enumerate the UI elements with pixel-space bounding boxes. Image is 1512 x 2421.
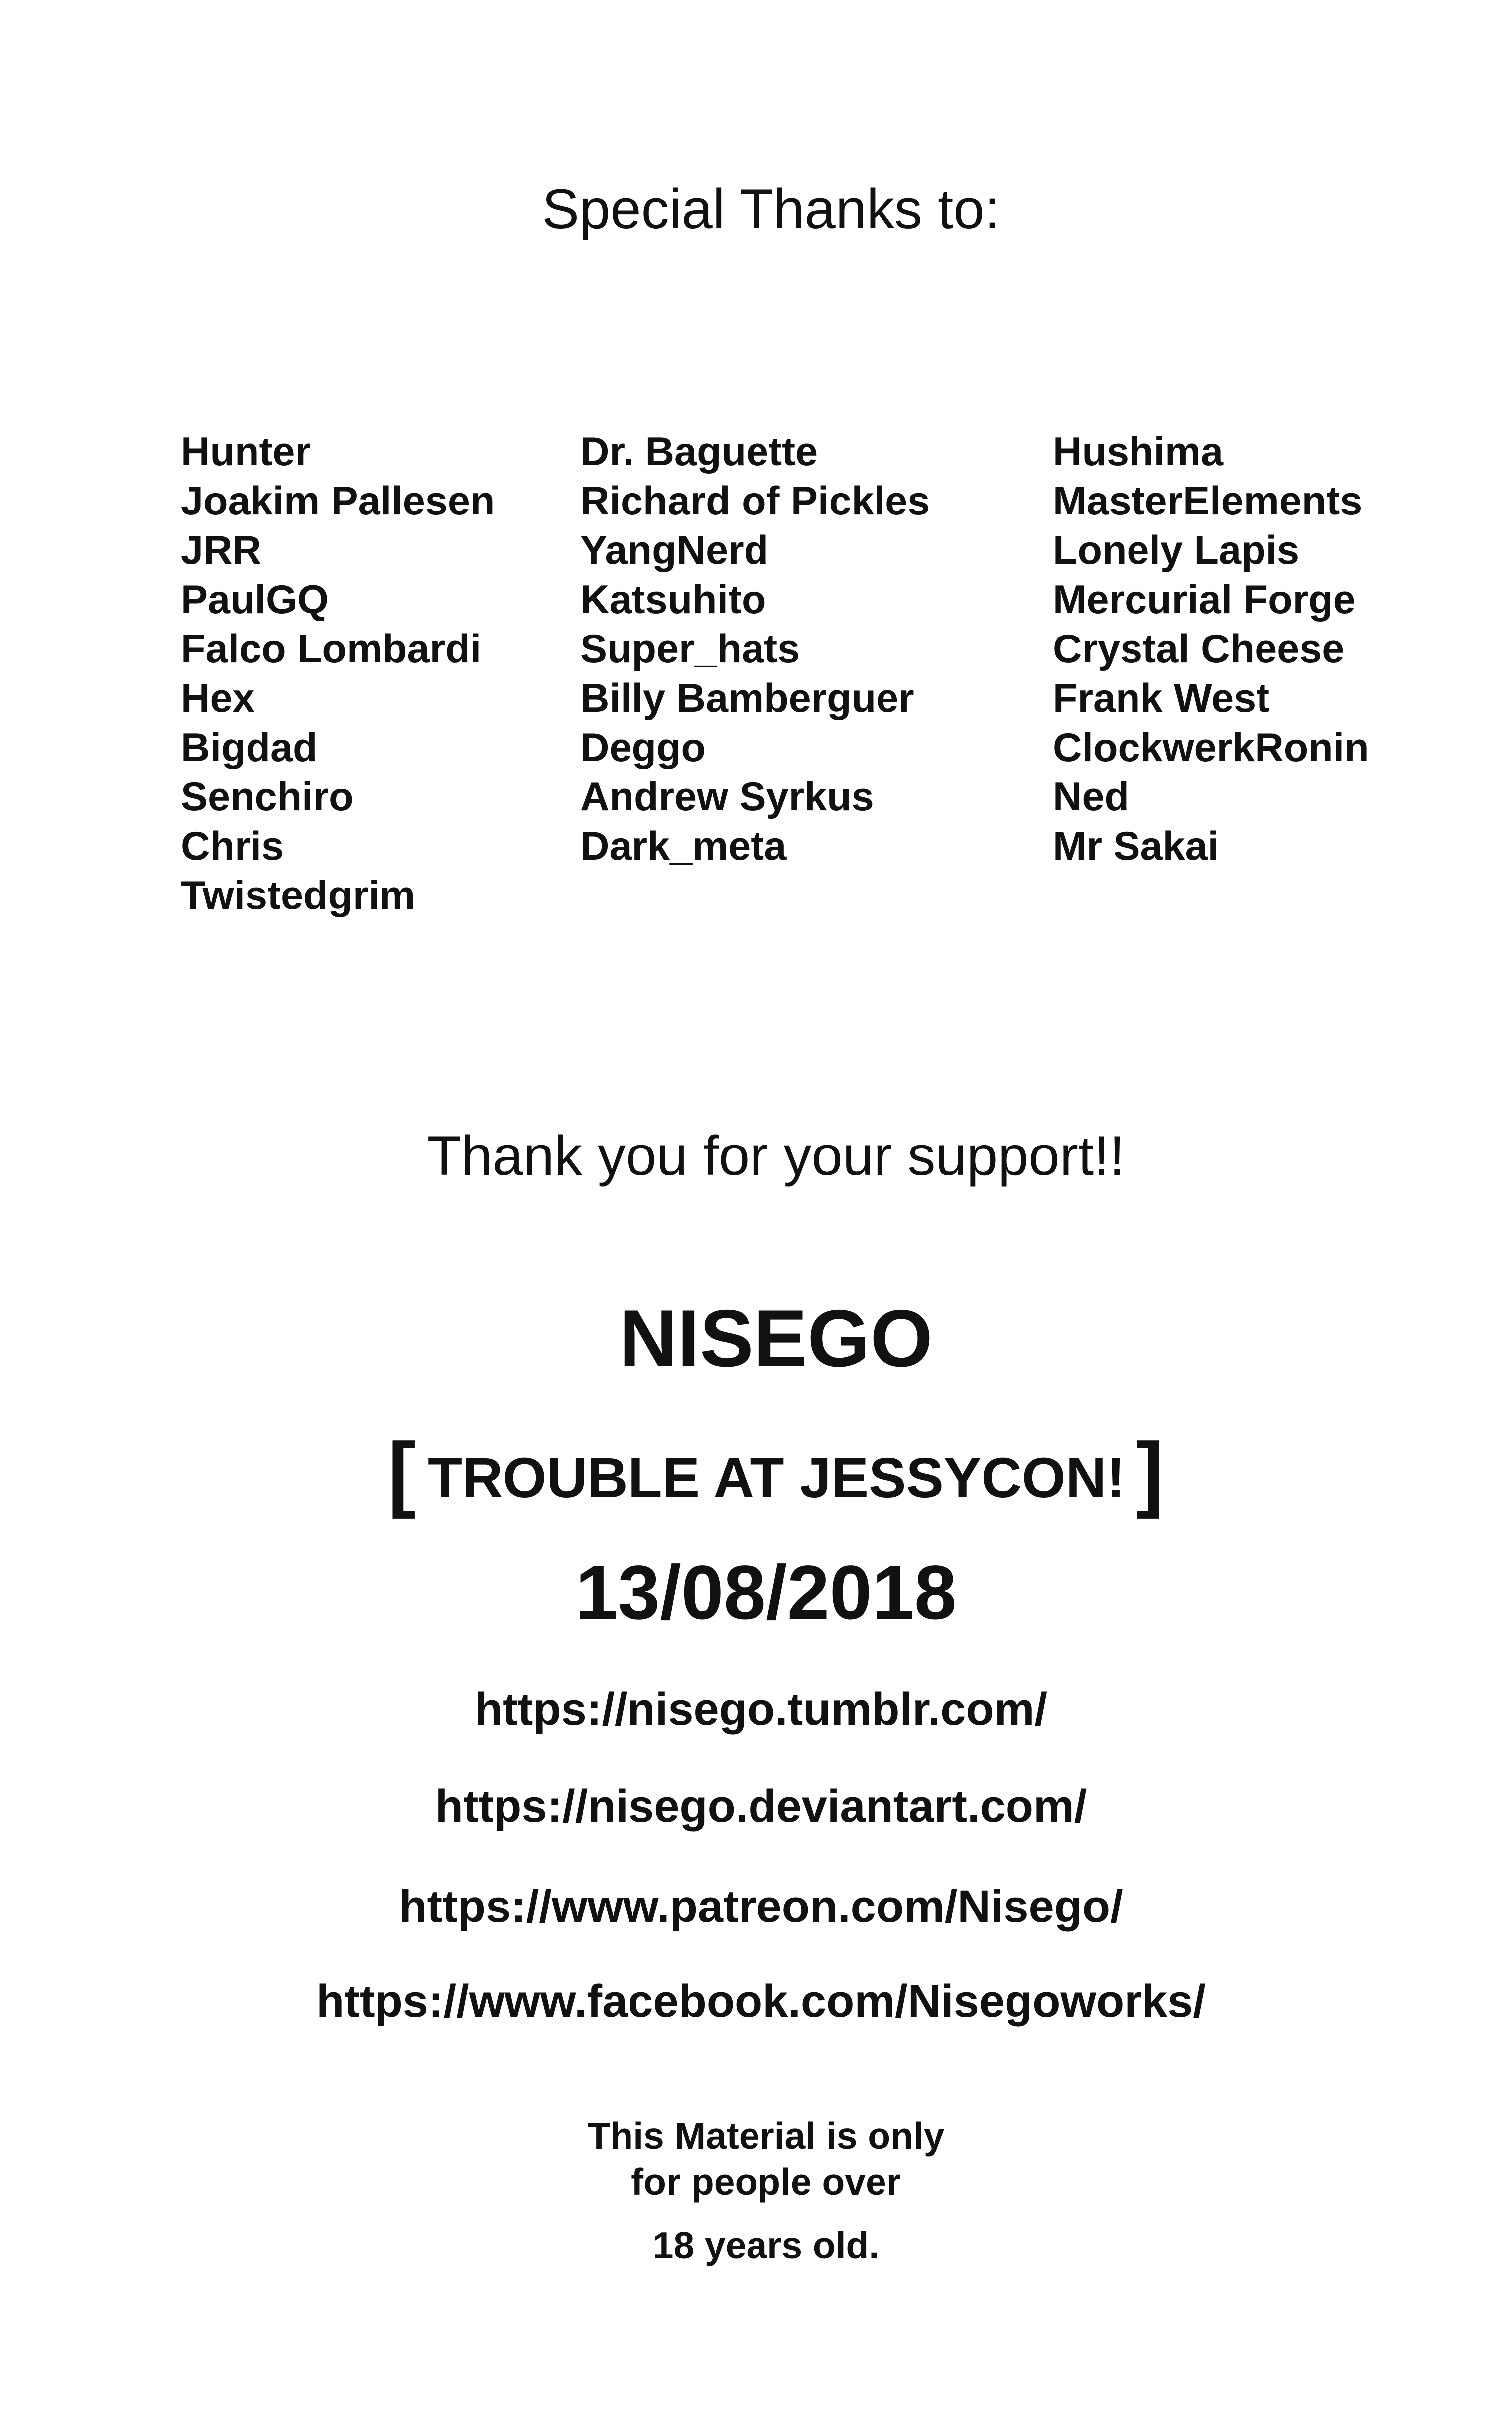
supporter-name: Hex [181, 676, 255, 721]
thanks-column-2 [580, 427, 930, 871]
supporter-name: Dr. Baguette [580, 429, 818, 474]
supporter-name: Katsuhito [580, 577, 766, 622]
comic-title-text: TROUBLE AT JESSYCON! [427, 1446, 1126, 1509]
age-notice-line: 18 years old. [652, 2224, 880, 2266]
support-message: Thank you for your support!! [427, 1125, 1125, 1187]
supporter-name: Deggo [580, 725, 706, 770]
release-date: 13/08/2018 [575, 1550, 957, 1635]
supporter-name: Super_hats [580, 627, 800, 671]
supporter-name: Senchiro [181, 774, 354, 819]
supporter-name: Lonely Lapis [1053, 528, 1300, 573]
close-bracket: ] [1136, 1425, 1164, 1519]
open-bracket: [ [388, 1425, 416, 1519]
facebook-link[interactable]: https://www.facebook.com/Nisegoworks/ [316, 1976, 1206, 2027]
supporter-name: PaulGQ [181, 577, 329, 622]
supporter-name: MasterElements [1053, 479, 1363, 523]
link-row [0, 1881, 1512, 1933]
age-notice-line: for people over [631, 2161, 901, 2203]
supporter-name: YangNerd [580, 528, 769, 573]
supporter-name: Dark_meta [580, 824, 787, 869]
thanks-column-1 [181, 427, 495, 920]
supporter-name: Frank West [1053, 676, 1270, 721]
supporter-name: Falco Lombardi [181, 627, 482, 671]
supporter-name: ClockwerkRonin [1053, 725, 1369, 770]
thanks-column-3 [1053, 427, 1369, 871]
link-row [0, 1781, 1512, 1833]
supporter-name: Hushima [1053, 429, 1224, 474]
age-notice-line: This Material is only [587, 2115, 945, 2157]
supporter-name: Crystal Cheese [1053, 627, 1345, 671]
comic-title [0, 1424, 1512, 1521]
supporter-name: Twistedgrim [181, 873, 416, 918]
supporter-name: Richard of Pickles [580, 479, 930, 523]
supporter-name: Hunter [181, 429, 311, 474]
brand-title: NISEGO [619, 1293, 933, 1384]
supporter-name: Chris [181, 824, 284, 869]
tumblr-link[interactable]: https://nisego.tumblr.com/ [474, 1684, 1048, 1735]
supporter-name: Andrew Syrkus [580, 774, 874, 819]
supporter-name: Mercurial Forge [1053, 577, 1356, 622]
link-row [0, 1683, 1512, 1736]
supporter-name: Bigdad [181, 725, 318, 770]
supporter-name: Billy Bamberguer [580, 676, 914, 721]
supporter-name: Mr Sakai [1053, 824, 1219, 869]
supporter-name: Joakim Pallesen [181, 479, 495, 523]
patreon-link[interactable]: https://www.patreon.com/Nisego/ [399, 1881, 1123, 1932]
supporter-name: JRR [181, 528, 262, 573]
special-thanks-heading: Special Thanks to: [542, 178, 1000, 240]
deviantart-link[interactable]: https://nisego.deviantart.com/ [435, 1781, 1087, 1832]
supporter-name: Ned [1053, 774, 1130, 819]
link-row [0, 1975, 1512, 2028]
